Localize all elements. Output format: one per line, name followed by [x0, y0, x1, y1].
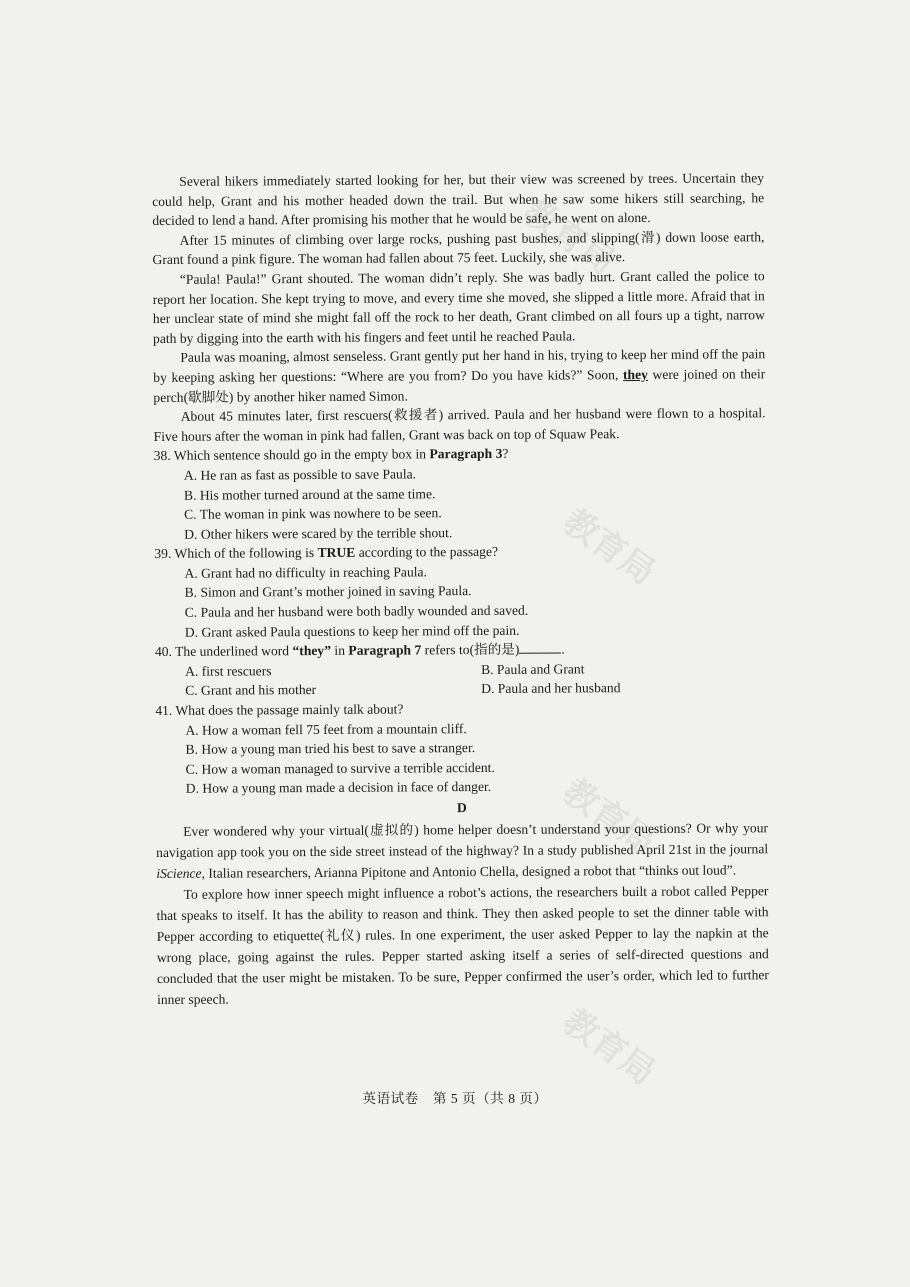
text-run: 39. Which of the following is — [154, 545, 318, 562]
journal-name: iScience — [156, 865, 202, 881]
watermark: 教育局 — [555, 771, 663, 864]
section-heading: D — [456, 800, 467, 816]
option-c: C. How a woman managed to survive a terrible accident. — [185, 759, 495, 777]
bold-text: TRUE — [317, 545, 356, 561]
bold-text: Paragraph 7 — [348, 642, 422, 659]
option-c: C. The woman in pink was nowhere to be seen. — [184, 505, 442, 522]
option-a: A. Grant had no difficulty in reaching Paula. — [184, 564, 427, 581]
option-c: C. Paula and her husband were both badly wounded and saved. — [184, 602, 529, 620]
text-run: were joined on their perch(歇脚处) by another hiker named Simon. — [153, 366, 766, 405]
option-b: B. Simon and Grant’s mother joined in saving Paula. — [184, 583, 472, 601]
text-run: ? — [502, 446, 509, 462]
option-b: B. His mother turned around at the same time. — [183, 485, 436, 503]
bold-text: “they” — [292, 643, 332, 659]
underlined-word: they — [622, 366, 648, 383]
watermark: 教育局 — [515, 191, 623, 284]
bold-text: Paragraph 3 — [429, 446, 503, 462]
question-38 — [154, 443, 767, 545]
watermark: 教育局 — [555, 501, 663, 594]
answer-blank — [519, 653, 561, 654]
passage-paragraph: Several hikers immediately started looking for her, but their view was screened by trees. Uncertain they could help, Grant and his mother headed down the trail. But when he saw some hikers still searching, he decided to lend a hand. After promising his mother that he would be safe, he went on alone. — [152, 170, 765, 229]
text-run: . — [561, 641, 565, 657]
question-41 — [155, 697, 768, 799]
passage-paragraph: After 15 minutes of climbing over large rocks, pushing past bushes, and slipping(滑) down loose earth, Grant found a pink figure. The woman had fallen about 75 feet. Luckily, she was alive. — [152, 229, 765, 268]
option-c: C. Grant and his mother — [185, 682, 317, 699]
option-d: D. Grant asked Paula questions to keep her mind off the pain. — [184, 622, 520, 640]
text-run: in — [330, 643, 349, 659]
question-40 — [155, 639, 767, 702]
passage-paragraph: “Paula! Paula!” Grant shouted. The woman didn’t reply. She was badly hurt. Grant called the police to report her location. She kept trying to move, and every time she moved, she slipped a little more. Afraid that in her unclear state of mind she might fall off the rock to her death, Grant climbed on all fours up a tight, narrow path by digging into the earth with his fingers and feet until he reached Paula. — [152, 268, 765, 346]
option-a: A. first rescuers — [185, 663, 272, 679]
question-39 — [154, 541, 767, 643]
option-b: B. Paula and Grant — [480, 661, 585, 677]
passage-paragraph-7 — [153, 345, 765, 408]
text-run: Ever wondered why your virtual(虚拟的) home helper doesn’t understand your questions? Or why your navigation app took you on the side street instead of the highway? In a study published April 21st in the journal — [156, 819, 769, 860]
passage-paragraph: About 45 minutes later, first rescuers(救援者) arrived. Paula and her husband were flown to a hospital. Five hours after the woman in pink had fallen, Grant was back on top of Squaw Peak. — [153, 405, 766, 444]
option-a: A. How a woman fell 75 feet from a mountain cliff. — [185, 720, 467, 738]
exam-content — [152, 168, 769, 1009]
text-run: refers to(指的是) — [421, 642, 520, 658]
passage-paragraph — [156, 817, 768, 884]
passage-paragraph: To explore how inner speech might influence a robot’s actions, the researchers built a robot called Pepper that speaks to itself. It has the ability to reason and think. They then asked people to set the dinner table with Pepper according to etiquette(礼仪) rules. In one experiment, the user asked Pepper to lay the napkin at the wrong place, going against the rules. Pepper started asking itself a series of self-directed questions and concluded that the user might be mistaken. To be sure, Pepper confirmed the user’s order, which led to further inner speech. — [156, 882, 769, 1007]
option-d: D. Other hikers were scared by the terrible shout. — [184, 524, 453, 542]
option-b: B. How a young man tried his best to save a stranger. — [185, 740, 476, 758]
text-run: , Italian researchers, Arianna Pipitone and Antonio Chella, designed a robot that “thinks out loud”. — [201, 862, 737, 881]
text-run: 38. Which sentence should go in the empty box in — [153, 446, 430, 464]
option-d: D. How a young man made a decision in face of danger. — [185, 779, 492, 797]
page-footer: 英语试卷 第 5 页（共 8 页） — [362, 1091, 548, 1106]
text-run: 40. The underlined word — [154, 643, 293, 660]
watermark: 教育局 — [555, 1001, 663, 1094]
text-run: Paula was moaning, almost senseless. Grant gently put her hand in his, trying to keep her mind off the pain by keeping asking her questions: “Where are you from? Do you have kids?” Soon, — [153, 346, 766, 385]
options-grid — [185, 658, 767, 701]
text-run: according to the passage? — [355, 544, 499, 561]
question-stem: 41. What does the passage mainly talk about? — [155, 701, 404, 719]
option-d: D. Paula and her husband — [481, 680, 621, 697]
option-a: A. He ran as fast as possible to save Paula. — [183, 466, 417, 483]
